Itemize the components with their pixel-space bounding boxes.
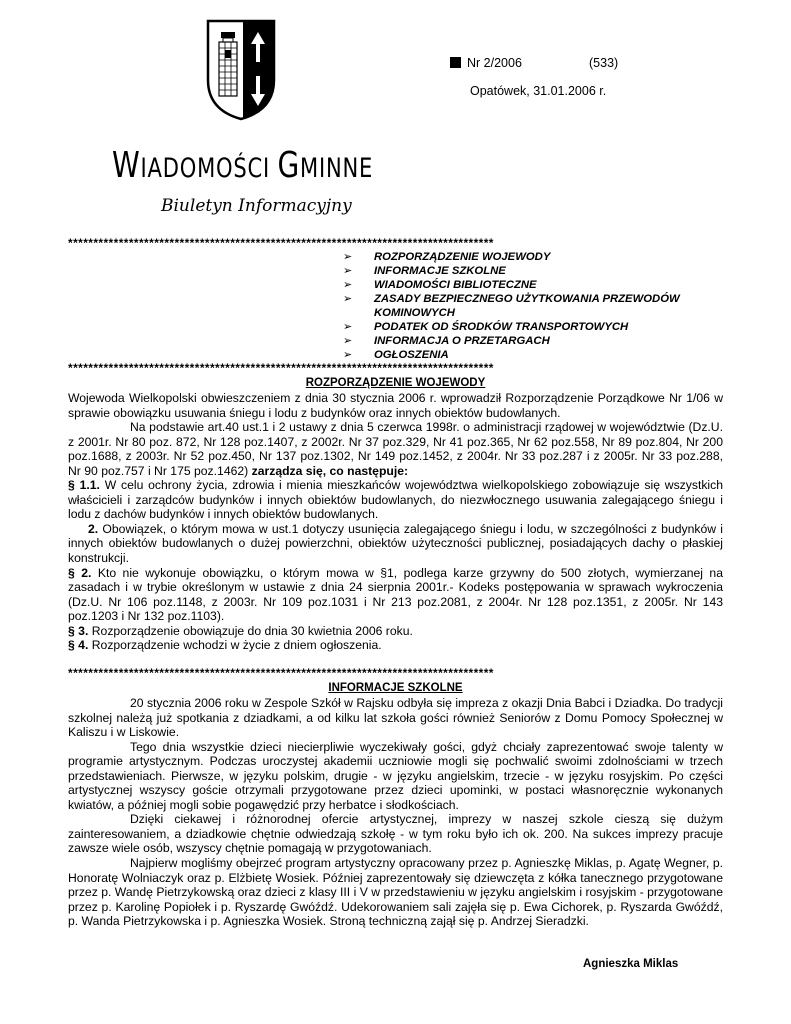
paragraph: Najpierw mogliśmy obejrzeć program artystyczny opracowany przez p. Agnieszkę Miklas, p. Agatę Wegner, p. Honoratę Wolniaczyk oraz p. Elżbietę Wosiek. Później zaprezentowały się dziewczęta z kółka tanecznego przygotowane przez p. Wandę Pietrzykowską oraz dzieci z klasy III i V w przedstawieniu w języku angielskim i rosyjskim - przygotowane przez p. Karolinę Popiołek i p. Ryszardę Gwóźdź. Udekorowaniem sali zajęła się p. Ewa Cichorek, p. Ryszarda Gwóźdź, p. Wanda Pietrzykowska i p. Agnieszka Wosiek. Stroną techniczną zajął się p. Andrzej Sieradzki. (68, 856, 723, 929)
arrow-bullet-icon: ➢ (343, 335, 353, 347)
paragraph: § 2. Kto nie wykonuje obowiązku, o którym mowa w §1, podlega karze grzywny do 500 złotych, wymierzanej na zasadach i w trybie określonym w ustawie z dnia 24 sierpnia 2001r.- Kodeks postępowania w sprawach wykroczenia (Dz.U. Nr 106 poz.1148, z 2003r. Nr 109 poz.1031 i Nr 213 poz.2081, z 2004r. Nr 128 poz.1351, z 2005r. Nr 143 poz.1203 i Nr 132 poz.1103). (68, 565, 723, 624)
paragraph: 20 stycznia 2006 roku w Zespole Szkół w Rajsku odbyła się impreza z okazji Dnia Babci i Dziadka. Do tradycji szkolnej należą już spotkania z dziadkami, a od kilku lat szkoła gości również Seniorów z Domu Pomocy Społecznej w Kaliszu i w Liskowie. (68, 696, 723, 740)
masthead-subtitle: Biuletyn Informacyjny (161, 196, 352, 216)
table-of-contents (343, 250, 723, 362)
masthead-title: WIADOMOŚCI GMINNE (112, 145, 374, 186)
toc-item: ➢ ZASADY BEZPIECZNEGO UŻYTKOWANIA PRZEWODÓW KOMINOWYCH (343, 293, 680, 319)
paragraph: 2. Obowiązek, o którym mowa w ust.1 dotyczy usunięcia zalegającego śniegu i lodu, w szczególności z budynków i innych obiektów budowlanych o dużej powierzchni, obiektów użyteczności publicznej, posiadających dachy o płaskiej konstrukcji. (68, 521, 724, 566)
arrow-bullet-icon: ➢ (343, 265, 353, 277)
paragraph: Na podstawie art.40 ust.1 i 2 ustawy z dnia 5 czerwca 1998r. o administracji rządowej w województwie (Dz.U. z 2001r. Nr 80 poz. 872, Nr 128 poz.1407, z 2002r. Nr 37 poz.329, Nr 41 poz.365, Nr 62 poz.558, Nr 89 poz.804, Nr 200 poz.1688, z 2003r. Nr 52 poz.450, Nr 137 poz.1302, Nr 149 poz.1452, z 2004r. Nr 33 poz.287 i z 2005r. Nr 33 poz.288, Nr 90 poz.757 i Nr 175 poz.1462) zarządza się, co następuje: (68, 420, 723, 478)
issue-serial: (533) (589, 56, 619, 70)
crest-shield-icon (205, 18, 277, 122)
municipal-crest-logo (205, 18, 277, 122)
paragraph: § 4. Rozporządzenie wchodzi w życie z dniem ogłoszenia. (68, 638, 382, 653)
square-bullet-icon (450, 57, 461, 68)
place-date: Opatówek, 31.01.2006 r. (470, 84, 607, 98)
star-divider-after-toc: ************************************************************************************ (68, 363, 494, 373)
paragraph: Wojewoda Wielkopolski obwieszczeniem z dnia 30 stycznia 2006 r. wprowadził Rozporządzenie Porządkowe Nr 1/06 w sprawie obowiązku usuwania śniegu i lodu z budynków oraz innych obiektów budowlanych. (68, 391, 723, 420)
paragraph: Tego dnia wszystkie dzieci niecierpliwie wyczekiwały gości, gdyż chciały zaprezentować swoje talenty w programie artystycznym. Podczas uroczystej akademii uczniowie mogli się pochwalić swoimi zdolnościami w trzech przedstawieniach. Pierwsze, w języku polskim, drugie - w języku angielskim, trzecie - w języku rosyjskim. Po części artystycznej wszyscy goście otrzymali przygotowane przez dzieci upominki, w postaci własnoręcznie wykonanych kwiatów, a później mogli sobie pogawędzić przy herbatce i słodkościach. (68, 739, 723, 812)
toc-item: ➢ INFORMACJA O PRZETARGACH (343, 335, 550, 347)
toc-item: ➢ OGŁOSZENIA (343, 349, 449, 361)
toc-item: ➢ ROZPORZĄDZENIE WOJEWODY (343, 251, 551, 263)
author-signature: Agnieszka Miklas (583, 958, 679, 970)
arrow-bullet-icon: ➢ (343, 279, 353, 291)
section-body-informacje-szkolne (68, 696, 723, 929)
arrow-bullet-icon: ➢ (343, 321, 353, 333)
star-divider-top: ************************************************************************************ (68, 238, 494, 248)
section-body-rozporzadzenie (68, 391, 723, 653)
star-divider-mid: ************************************************************************************ (68, 668, 494, 678)
issue-number: Nr 2/2006 (467, 56, 522, 70)
toc-item: ➢ PODATEK OD ŚRODKÓW TRANSPORTOWYCH (343, 321, 629, 333)
arrow-bullet-icon: ➢ (343, 293, 353, 305)
issue-number-line (450, 56, 619, 70)
section-heading-rozporzadzenie: ROZPORZĄDZENIE WOJEWODY (305, 377, 486, 389)
arrow-bullet-icon: ➢ (343, 349, 353, 361)
paragraph: § 1.1. W celu ochrony życia, zdrowia i mienia mieszkańców województwa wielkopolskiego zobowiązuje się wszystkich właścicieli i zarządców budynków i innych obiektów budowlanych, do niezwłocznego usuwania zalegającego śniegu i lodu z dachów budynków i innych obiektów budowlanych. (68, 478, 724, 522)
arrow-bullet-icon: ➢ (343, 251, 353, 263)
paragraph: § 3. Rozporządzenie obowiązuje do dnia 30 kwietnia 2006 roku. (68, 623, 413, 638)
toc-item: ➢ INFORMACJE SZKOLNE (343, 265, 506, 277)
toc-item: ➢ WIADOMOŚCI BIBLIOTECZNE (343, 279, 537, 291)
paragraph: Dzięki ciekawej i różnorodnej ofercie artystycznej, imprezy w naszej szkole cieszą się dużym zainteresowaniem, a dziadkowie chętnie odwiedzają szkołę - w tym roku było ich ok. 200. Na sukces imprezy pracuje zawsze wiele osób, wszyscy chętnie pomagają w przygotowaniach. (68, 812, 723, 856)
section-heading-informacje-szkolne: INFORMACJE SZKOLNE (328, 682, 463, 694)
